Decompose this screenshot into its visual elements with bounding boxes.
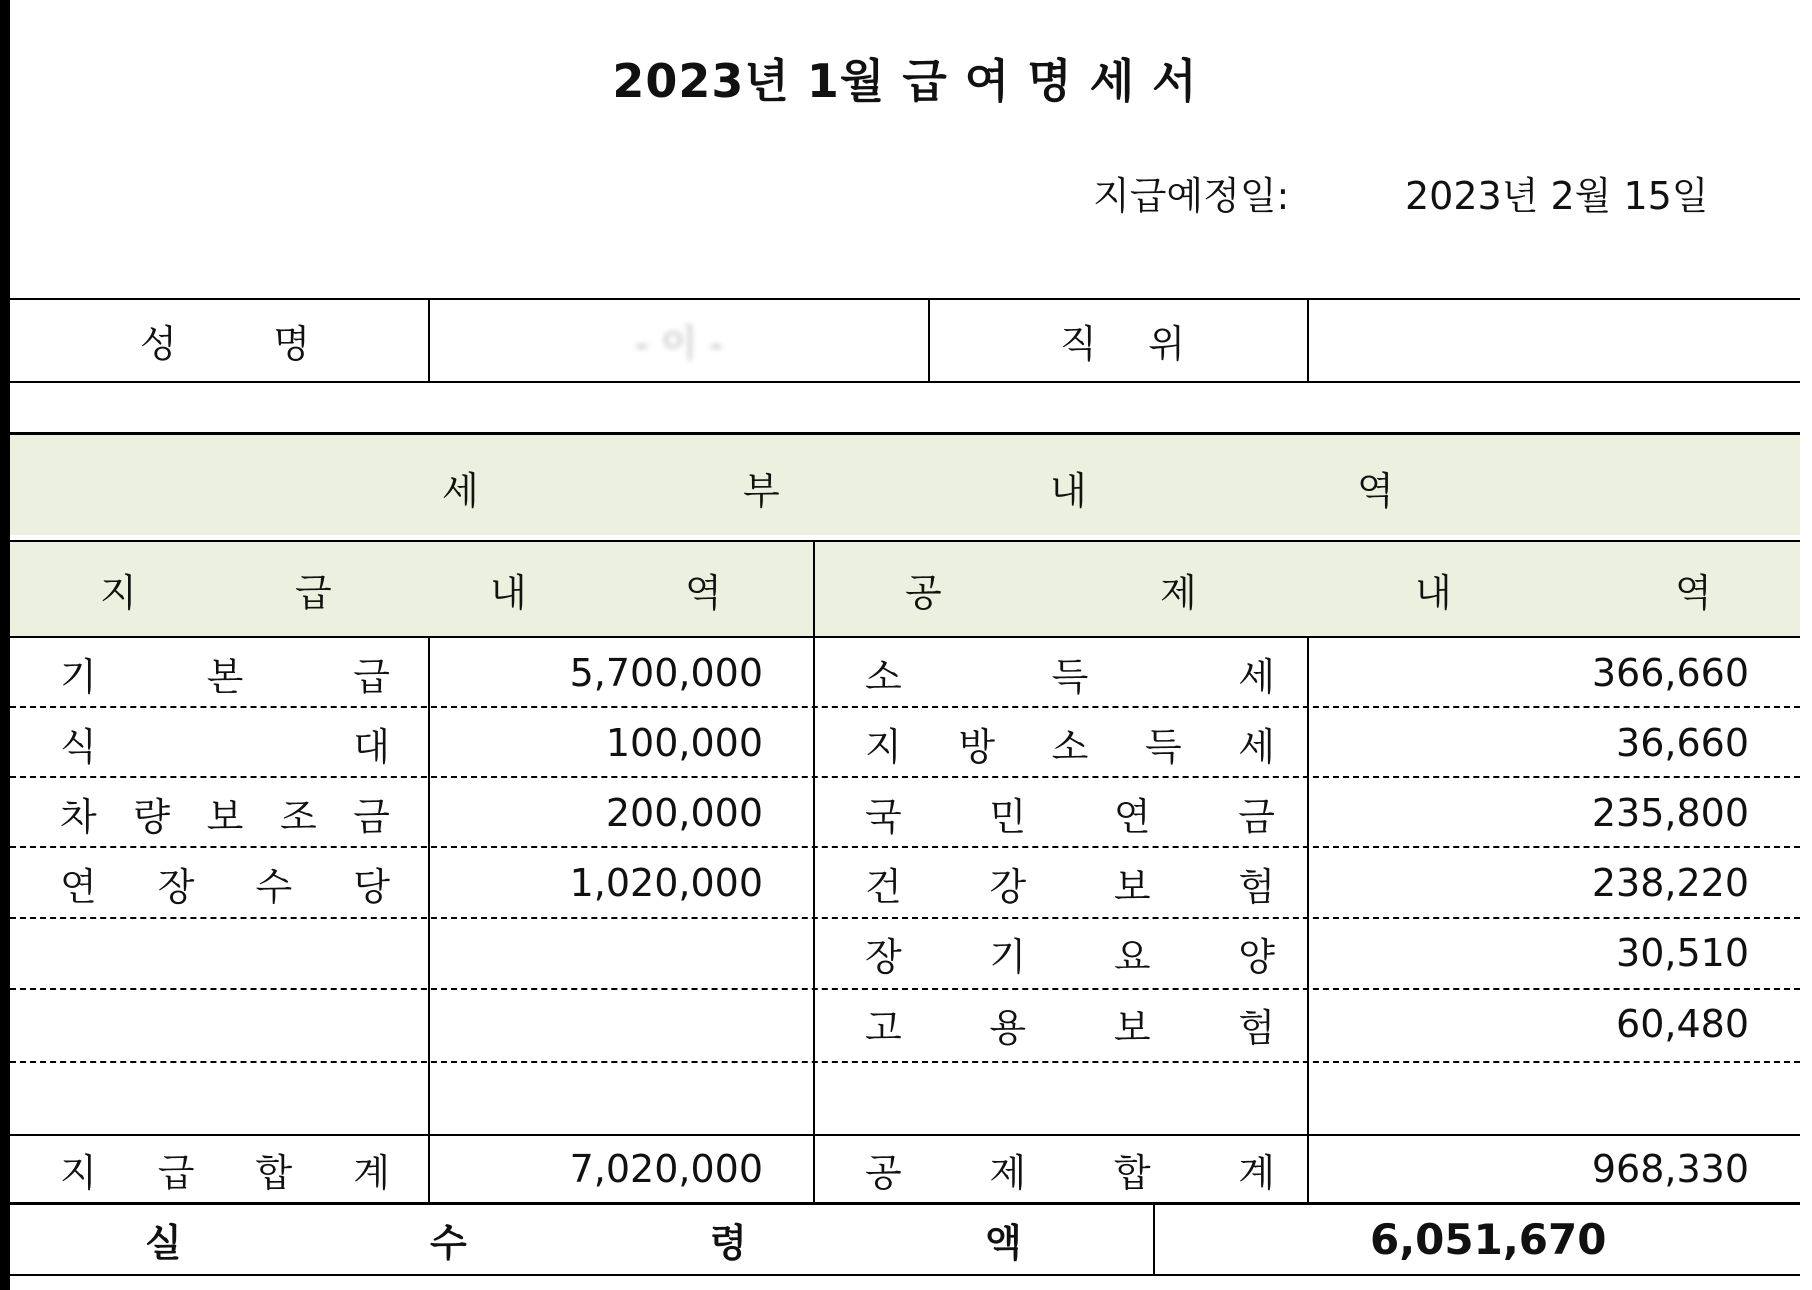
deduction-row-label: 건 강 보 험 (865, 864, 1275, 909)
deduction-row-amount: 30,510 (1616, 931, 1749, 975)
payments-total-label: 지 급 합 계 (60, 1150, 390, 1195)
payment-date-label: 지급예정일: (1093, 174, 1290, 218)
deduction-row-amount: 238,220 (1591, 861, 1749, 905)
payment-row-amount: 100,000 (605, 721, 763, 765)
window-edge (0, 0, 10, 1290)
document-title: 2023년 1월 급 여 명 세 서 (612, 54, 1198, 108)
payment-row-amount: 1,020,000 (569, 861, 763, 905)
deduction-row-amount: 36,660 (1616, 721, 1749, 765)
section-header: 세 부 내 역 (442, 469, 1394, 513)
payment-row-amount: 200,000 (605, 791, 763, 835)
deductions-total-amount: 968,330 (1591, 1147, 1749, 1191)
payment-date-value: 2023년 2월 15일 (1405, 174, 1709, 218)
deduction-row-label: 국 민 연 금 (865, 794, 1275, 839)
payment-row-label: 식 대 (60, 724, 390, 769)
redacted-name: - 이 - (634, 322, 724, 366)
deductions-header: 공 제 내 역 (905, 570, 1712, 615)
payment-row-label: 차 량 보 조 금 (60, 794, 390, 839)
deductions-total-label: 공 제 합 계 (865, 1150, 1275, 1195)
payments-total-amount: 7,020,000 (569, 1147, 763, 1191)
name-label: 성 명 (140, 322, 310, 366)
deduction-row-amount: 235,800 (1591, 791, 1749, 835)
name-value (430, 300, 928, 381)
payment-row-label: 기 본 급 (60, 654, 390, 699)
deduction-row-label: 장 기 요 양 (865, 934, 1275, 979)
deduction-row-amount: 366,660 (1591, 651, 1749, 695)
deduction-row-label: 지 방 소 득 세 (865, 724, 1275, 769)
payment-row-amount: 5,700,000 (569, 651, 763, 695)
position-label: 직 위 (1060, 322, 1185, 366)
deduction-row-amount: 60,480 (1616, 1002, 1749, 1046)
net-pay-amount: 6,051,670 (1370, 1215, 1607, 1264)
payslip-sheet (10, 0, 1800, 1290)
payment-row-label: 연 장 수 당 (60, 864, 390, 909)
net-pay-label: 실 수 령 액 (145, 1221, 1022, 1265)
payments-header: 지 급 내 역 (100, 570, 722, 615)
deduction-row-label: 소 득 세 (865, 654, 1275, 699)
position-value (1309, 300, 1800, 381)
deduction-row-label: 고 용 보 험 (865, 1005, 1275, 1050)
